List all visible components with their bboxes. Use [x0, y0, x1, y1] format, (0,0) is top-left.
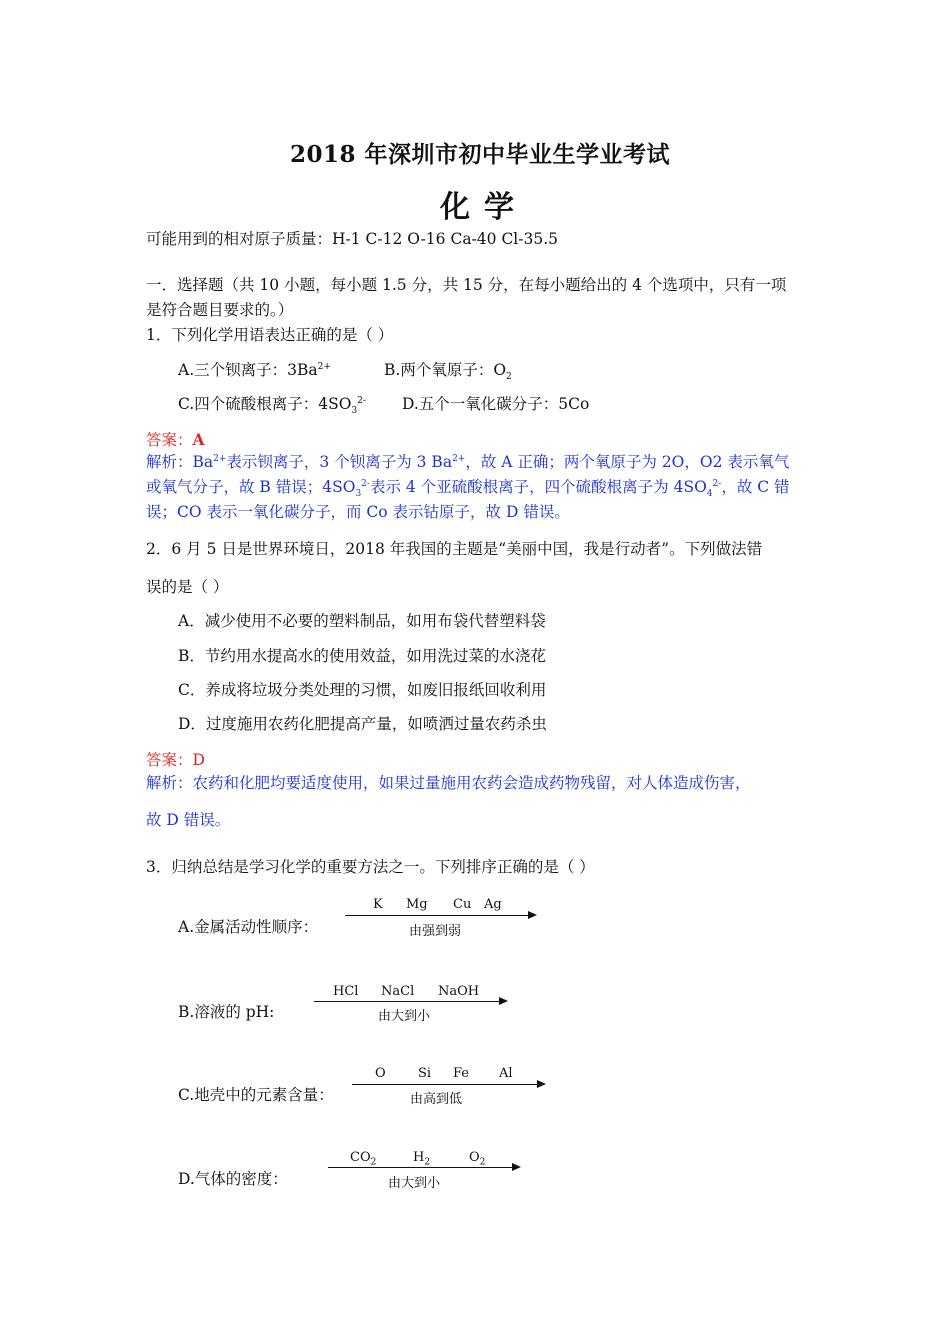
- q1-option-b: B.两个氧原子：$O_2$: [384, 361, 512, 383]
- q3-c-arrow-line: [352, 1084, 538, 1085]
- q3-c-arrowhead: [537, 1080, 546, 1088]
- q3-c-item: Si: [418, 1066, 432, 1081]
- q1-option-a: A.三个钡离子：$3Ba^{2+}$: [178, 361, 331, 379]
- q1-explanation-line1: 解析：$Ba^{2+}$表示钡离子，3 个钡离子为 3 $Ba^{2+}$，故 A 正确；两个氧原子为 2O，O2 表示氧气: [146, 453, 790, 471]
- exam-title: 2018 年深圳市初中毕业生学业考试: [290, 141, 671, 168]
- q3-b-item: NaCl: [381, 984, 415, 999]
- q2-explanation-line2: 故 D 错误。: [146, 811, 231, 829]
- q3-b-arrow-line: [314, 1001, 500, 1002]
- q2-answer: 答案：D: [146, 751, 205, 769]
- q1-option-d: D.五个一氧化碳分子：5Co: [402, 395, 590, 413]
- q3-c-item: Al: [499, 1066, 513, 1081]
- q3-b-direction: 由大到小: [378, 1009, 431, 1024]
- q1-explanation-line2: 或氧气分子，故 B 错误；$4SO_3^{2-}$表示 4 个亚硫酸根离子，四个硫酸根离子为 $4SO_4^{2-}$，故 C 错: [146, 478, 790, 500]
- q3-a-arrowhead: [528, 911, 537, 919]
- q3-a-item: Ag: [484, 897, 502, 912]
- q1-option-c: C.四个硫酸根离子：$4SO_3^{2-}$: [178, 395, 366, 417]
- q2-explanation-line1: 解析：农药和化肥均要适度使用，如果过量施用农药会造成药物残留，对人体造成伤害，: [146, 774, 751, 792]
- subject-title: 化学: [440, 190, 528, 225]
- atomic-masses: 可能用到的相对原子质量：H-1 C-12 O-16 Ca-40 Cl-35.5: [146, 230, 559, 248]
- q3-a-arrow-line: [345, 915, 529, 916]
- q3-b-item: NaOH: [438, 984, 480, 999]
- q3-stem: 3．归纳总结是学习化学的重要方法之一。下列排序正确的是（ ）: [146, 858, 595, 876]
- q3-option-d-label: D.气体的密度：: [178, 1170, 288, 1188]
- q3-option-b-label: B.溶液的 pH:: [178, 1003, 275, 1021]
- section-heading-line1: 一．选择题（共 10 小题，每小题 1.5 分，共 15 分，在每小题给出的 4 个选项中，只有一项: [146, 276, 787, 294]
- q1-explanation-line3: 误；CO 表示一氧化碳分子，而 Co 表示钴原子，故 D 错误。: [146, 503, 570, 521]
- q2-option-a: A．减少使用不必要的塑料制品，如用布袋代替塑料袋: [178, 612, 546, 630]
- q1-stem: 1．下列化学用语表达正确的是（ ）: [146, 326, 394, 344]
- section-heading-line2: 是符合题目要求的。）: [146, 301, 294, 319]
- q2-option-d: D．过度施用农药化肥提高产量，如喷洒过量农药杀虫: [178, 715, 547, 733]
- q2-option-c: C．养成将垃圾分类处理的习惯，如废旧报纸回收利用: [178, 681, 547, 699]
- q3-a-direction: 由强到弱: [409, 924, 462, 939]
- q1-answer: 答案：A: [146, 430, 205, 449]
- q3-d-item: $H_2$: [413, 1150, 431, 1168]
- q3-b-item: HCl: [333, 984, 359, 999]
- q3-d-arrowhead: [512, 1163, 521, 1171]
- q3-d-item: $O_2$: [469, 1150, 486, 1168]
- q3-c-item: Fe: [453, 1066, 470, 1081]
- q3-d-arrow-line: [328, 1167, 513, 1168]
- q3-a-item: Mg: [406, 897, 428, 912]
- q3-d-item: $CO_2$: [350, 1150, 377, 1168]
- q3-b-arrowhead: [499, 997, 508, 1005]
- q3-a-item: K: [373, 897, 383, 912]
- q2-option-b: B．节约用水提高水的使用效益，如用洗过菜的水浇花: [178, 647, 546, 665]
- q2-stem-line1: 2．6 月 5 日是世界环境日，2018 年我国的主题是“美丽中国，我是行动者”。下列做法错: [146, 540, 763, 558]
- q3-option-a-label: A.金属活动性顺序：: [178, 918, 319, 936]
- q2-stem-line2: 误的是（ ）: [146, 578, 229, 596]
- q3-a-item: Cu: [453, 897, 472, 912]
- q3-c-direction: 由高到低: [410, 1092, 463, 1107]
- q3-option-c-label: C.地壳中的元素含量：: [178, 1086, 334, 1104]
- q3-d-direction: 由大到小: [388, 1176, 441, 1191]
- q3-c-item: O: [375, 1066, 386, 1081]
